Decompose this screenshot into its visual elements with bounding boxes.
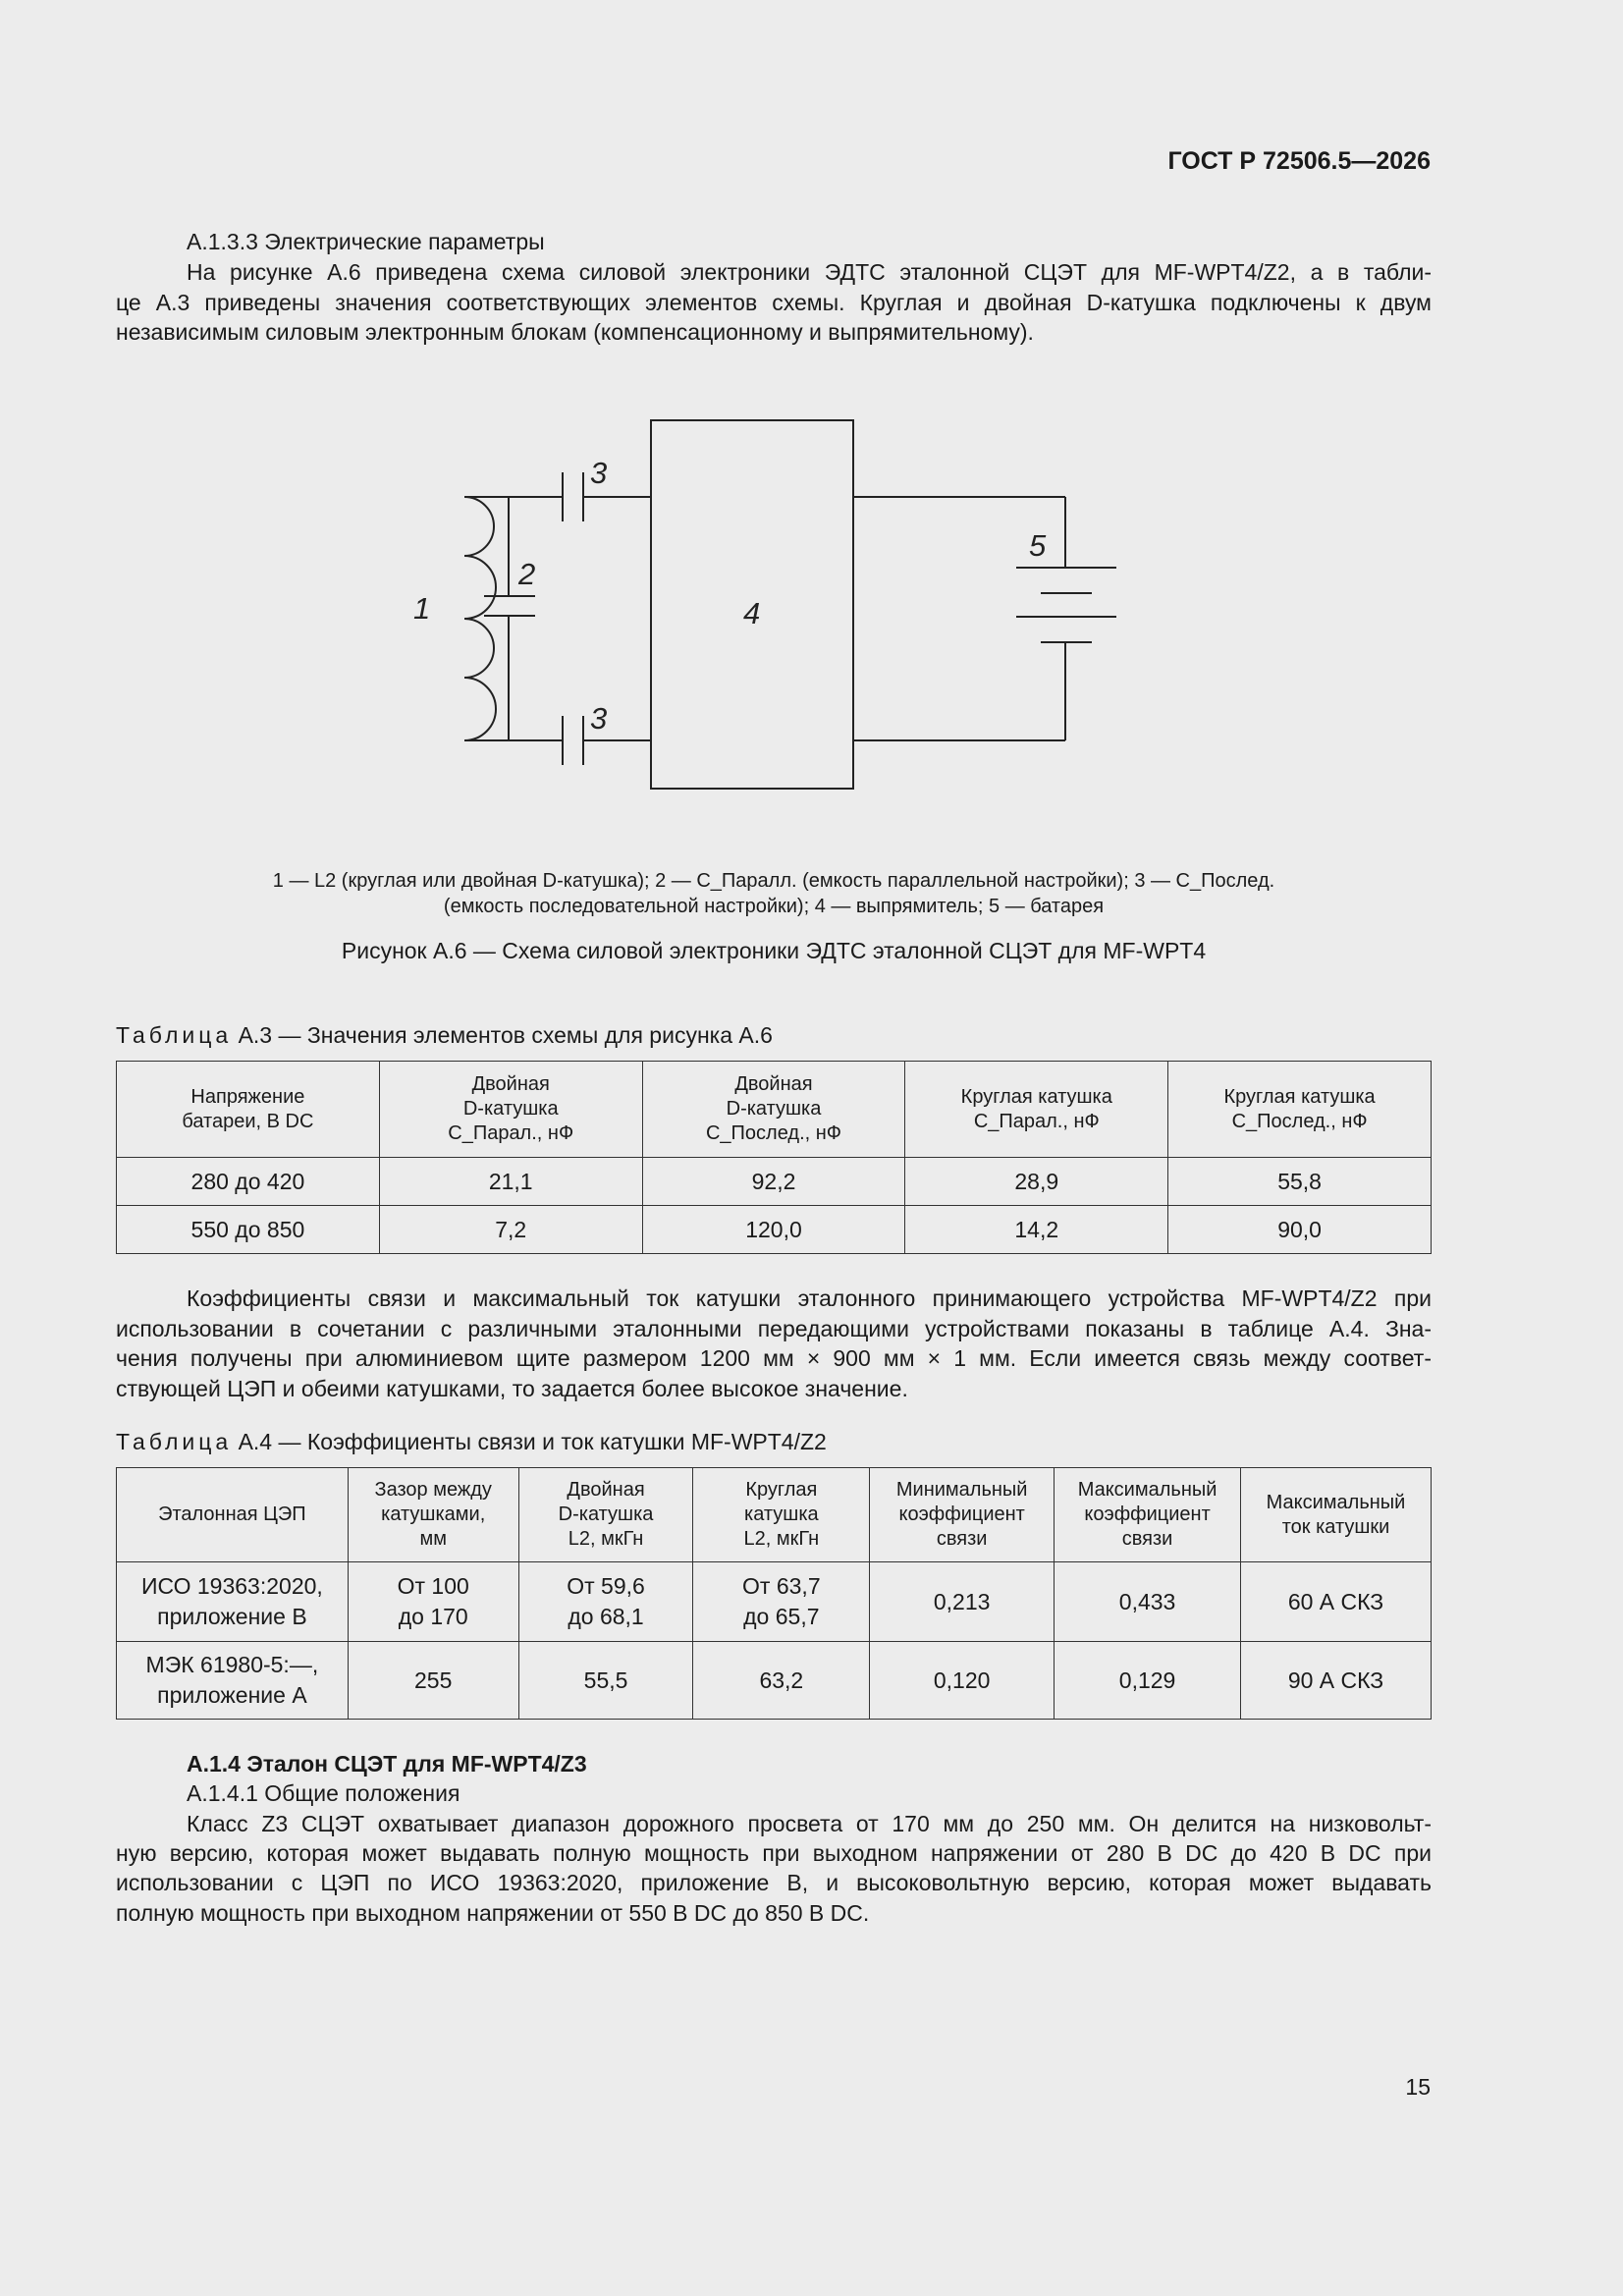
table-a3-header-row (117, 1062, 1432, 1158)
table-a3-header: Напряжение батареи, В DC (117, 1062, 380, 1158)
page-number: 15 (1405, 2074, 1431, 2100)
table-cell: 0,120 (870, 1642, 1055, 1720)
table-cell: От 63,7 до 65,7 (693, 1562, 870, 1642)
parallel-capacitor (484, 497, 535, 740)
section-a14-heading: А.1.4 Эталон СЦЭТ для MF-WPT4/Z3 (187, 1751, 587, 1777)
coil-inductor (464, 497, 563, 740)
para1-line2: це А.3 приведены значения соответствующих элементов схемы. Круглая и двойная D-катушка подключены к двум (116, 290, 1432, 315)
table-cell: 550 до 850 (117, 1206, 380, 1254)
table-a4-header: Круглая катушка L2, мкГн (693, 1468, 870, 1562)
table-cell: 21,1 (379, 1158, 642, 1206)
table-cell: 28,9 (905, 1158, 1168, 1206)
table-cell: 55,8 (1168, 1158, 1432, 1206)
figure-title: Рисунок А.6 — Схема силовой электроники ЭДТС эталонной СЦЭТ для MF-WPT4 (341, 938, 1207, 963)
para1-line1: На рисунке А.6 приведена схема силовой электроники ЭДТС эталонной СЦЭТ для MF-WPT4/Z2, а в табли- (187, 259, 1432, 285)
label-series-capacitor-bottom: 3 (590, 701, 608, 736)
table-cell: 90 А СКЗ (1241, 1642, 1432, 1720)
table-row (117, 1206, 1432, 1254)
table-a3-header: Круглая катушка С_Парал., нФ (905, 1062, 1168, 1158)
table-a4 (116, 1467, 1432, 1720)
table-cell: 0,433 (1055, 1562, 1241, 1642)
table-cell: ИСО 19363:2020, приложение В (117, 1562, 349, 1642)
para3-line4: полную мощность при выходном напряжении от 550 В DC до 850 В DC. (116, 1900, 870, 1926)
label-parallel-capacitor: 2 (518, 557, 536, 591)
table-row (117, 1158, 1432, 1206)
circuit-diagram (393, 393, 1159, 825)
table-a4-header: Максимальный коэффициент связи (1055, 1468, 1241, 1562)
table-a3-header: Двойная D-катушка С_Послед., нФ (642, 1062, 905, 1158)
para2-line1: Коэффициенты связи и максимальный ток катушки эталонного принимающего устройства MF-WPT4/Z2 при (187, 1285, 1432, 1311)
table-cell: 60 А СКЗ (1241, 1562, 1432, 1642)
table-cell: От 59,6 до 68,1 (518, 1562, 693, 1642)
table-cell: 14,2 (905, 1206, 1168, 1254)
para1-line3: независимым силовым электронным блокам (компенсационному и выпрямительному). (116, 319, 1034, 345)
table-cell: 90,0 (1168, 1206, 1432, 1254)
table-cell: От 100 до 170 (348, 1562, 518, 1642)
para3-line3: использовании с ЦЭП по ИСО 19363:2020, приложение В, и высоковольтную версию, которая может выдавать (116, 1870, 1432, 1895)
table-a4-caption (116, 1427, 827, 1456)
document-header: ГОСТ Р 72506.5—2026 (1167, 147, 1431, 175)
label-series-capacitor-top: 3 (590, 456, 608, 490)
table-a3 (116, 1061, 1432, 1254)
table-cell: 63,2 (693, 1642, 870, 1720)
para2-line3: чения получены при алюминиевом щите размером 1200 мм × 900 мм × 1 мм. Если имеется связь между соответ- (116, 1345, 1432, 1371)
label-battery: 5 (1029, 528, 1047, 563)
table-cell: 120,0 (642, 1206, 905, 1254)
para3-line1: Класс Z3 СЦЭТ охватывает диапазон дорожного просвета от 170 мм до 250 мм. Он делится на низковольт- (187, 1811, 1432, 1836)
battery-symbol (1016, 568, 1116, 642)
para3-line2: ную версию, которая может выдавать полную мощность при выходном напряжении от 280 В DC до 420 В DC при (116, 1840, 1432, 1866)
figure-caption-line2: (емкость последовательной настройки); 4 — выпрямитель; 5 — батарея (443, 896, 1105, 917)
table-cell: 7,2 (379, 1206, 642, 1254)
table-a4-header-row (117, 1468, 1432, 1562)
table-a3-header: Двойная D-катушка С_Парал., нФ (379, 1062, 642, 1158)
figure-caption-line1: 1 — L2 (круглая или двойная D-катушка); 2 — С_Паралл. (емкость параллельной настройки); 3 — С_Послед. (272, 870, 1275, 892)
table-cell: МЭК 61980-5:—, приложение А (117, 1642, 349, 1720)
table-a4-title: А.4 — Коэффициенты связи и ток катушки MF-WPT4/Z2 (238, 1429, 827, 1454)
label-coil: 1 (413, 591, 431, 626)
label-rectifier: 4 (743, 596, 761, 630)
table-a4-header: Двойная D-катушка L2, мкГн (518, 1468, 693, 1562)
para2-line2: использовании в сочетании с различными эталонными передающими устройствами показаны в таблице А.4. Зна- (116, 1316, 1432, 1341)
para2-line4: ствующей ЦЭП и обеими катушками, то задается более высокое значение. (116, 1376, 908, 1401)
table-a4-header: Минимальный коэффициент связи (870, 1468, 1055, 1562)
table-cell: 55,5 (518, 1642, 693, 1720)
table-cell: 0,129 (1055, 1642, 1241, 1720)
table-row (117, 1562, 1432, 1642)
table-a4-header: Эталонная ЦЭП (117, 1468, 349, 1562)
section-a133-heading: А.1.3.3 Электрические параметры (187, 229, 545, 254)
table-row (117, 1642, 1432, 1720)
table-a3-title: А.3 — Значения элементов схемы для рисунка А.6 (238, 1022, 773, 1048)
table-a4-label: Таблица (116, 1429, 233, 1454)
table-a4-header: Зазор между катушками, мм (348, 1468, 518, 1562)
table-a3-caption (116, 1020, 773, 1050)
table-cell: 280 до 420 (117, 1158, 380, 1206)
table-a3-header: Круглая катушка С_Послед., нФ (1168, 1062, 1432, 1158)
table-cell: 255 (348, 1642, 518, 1720)
table-cell: 0,213 (870, 1562, 1055, 1642)
table-a3-label: Таблица (116, 1022, 233, 1048)
section-a141-heading: А.1.4.1 Общие положения (187, 1780, 460, 1806)
table-a4-header: Максимальный ток катушки (1241, 1468, 1432, 1562)
table-cell: 92,2 (642, 1158, 905, 1206)
